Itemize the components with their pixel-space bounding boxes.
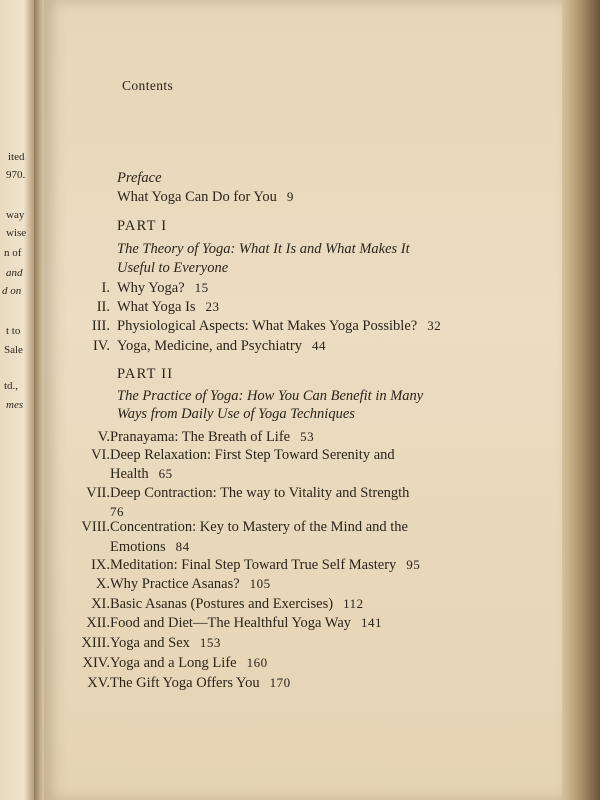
toc-entry-title: Pranayama: The Breath of Life (110, 429, 291, 445)
preface-label: Preface (117, 170, 162, 186)
toc-entry-title: Food and Diet—The Healthful Yoga Way (110, 615, 352, 631)
toc-entry-title: What Yoga Can Do for You (117, 189, 277, 205)
toc-entry-title: Emotions (110, 539, 166, 555)
toc-entry-title: Yoga and a Long Life (110, 655, 237, 671)
toc-entry (110, 597, 364, 612)
toc-page-number: 23 (205, 299, 220, 314)
toc-entry-title: Deep Relaxation: First Step Toward Serenity and (110, 447, 395, 463)
chapter-number: XIII. (81, 635, 110, 651)
toc-page-number: 15 (194, 280, 209, 295)
part-subtitle: The Theory of Yoga: What It Is and What Makes It (117, 241, 410, 257)
toc-entry (110, 486, 409, 501)
toc-entry (110, 656, 268, 671)
toc-entry (110, 448, 395, 463)
facing-page-text: mes (6, 399, 24, 411)
facing-page-text: ited (8, 151, 25, 163)
toc-entry (110, 430, 314, 445)
toc-entry-preface (117, 190, 294, 205)
toc-entry (110, 676, 291, 691)
part-subtitle: The Practice of Yoga: How You Can Benefit in Many (117, 388, 424, 404)
chapter-number: XIV. (82, 655, 110, 671)
chapter-number: X. (95, 576, 110, 592)
chapter-number: IX. (91, 557, 110, 573)
chapter-number: V. (97, 429, 110, 445)
toc-page-number: 32 (427, 318, 442, 333)
toc-entry-title: Why Practice Asanas? (110, 576, 240, 592)
facing-page-text: and (6, 267, 23, 279)
toc-entry (117, 281, 209, 296)
toc-page-number: 153 (199, 635, 221, 650)
toc-entry (117, 300, 220, 315)
chapter-number: XI. (91, 596, 110, 612)
toc-page-number: 84 (175, 539, 190, 554)
toc-page-number: 170 (269, 675, 291, 690)
toc-page-number: 112 (343, 596, 364, 611)
toc-page-number: 160 (246, 655, 268, 670)
toc-entry-title: Meditation: Final Step Toward True Self Mastery (110, 557, 397, 573)
toc-entry-title: Concentration: Key to Mastery of the Mind and the (110, 519, 408, 535)
facing-page-text: way (6, 209, 25, 221)
toc-entry-title: Yoga and Sex (110, 635, 190, 651)
part-heading: PART I (117, 218, 168, 234)
facing-page-text: Sale (4, 344, 23, 356)
toc-entry-title: Deep Contraction: The way to Vitality and Strength (110, 485, 410, 501)
toc-entry (117, 319, 441, 334)
toc-entry-title: Why Yoga? (117, 280, 185, 296)
toc-page-number: 141 (361, 615, 383, 630)
facing-page-text: 970. (6, 169, 26, 181)
chapter-number: II. (96, 299, 110, 315)
page-edge (562, 0, 600, 800)
toc-entry (110, 636, 221, 651)
page-title: Contents (122, 78, 174, 93)
toc-entry-title: Health (110, 466, 149, 482)
facing-page-text: td., (4, 380, 19, 392)
part-subtitle: Useful to Everyone (117, 260, 229, 276)
chapter-number: III. (91, 318, 110, 334)
toc-page-number: 95 (406, 557, 421, 572)
part-heading: PART II (117, 366, 174, 382)
toc-entry-title: Yoga, Medicine, and Psychiatry (117, 338, 302, 354)
facing-page-text: wise (6, 227, 27, 239)
toc-entry-continuation (110, 467, 173, 482)
toc-entry (110, 558, 420, 573)
chapter-number: IV. (92, 338, 110, 354)
toc-entry-title: Physiological Aspects: What Makes Yoga Possible? (117, 318, 418, 334)
toc-page-number: 44 (312, 338, 326, 353)
chapter-number: VIII. (81, 519, 110, 535)
toc-entry (110, 616, 382, 631)
facing-page-text: d on (2, 285, 22, 297)
facing-page-text: n of (4, 247, 22, 259)
toc-entry (110, 577, 271, 592)
chapter-number: XII. (86, 615, 110, 631)
chapter-number: I. (101, 280, 110, 296)
toc-page-number: 65 (158, 466, 173, 481)
toc-page-number: 9 (286, 189, 294, 204)
toc-page-number: 76 (110, 504, 124, 519)
toc-page-number: 105 (249, 576, 271, 591)
part-subtitle: Ways from Daily Use of Yoga Techniques (117, 406, 355, 422)
facing-page-fragment (0, 0, 34, 800)
facing-page-text: t to (6, 325, 21, 337)
toc-entry (117, 339, 326, 354)
toc-entry-title: What Yoga Is (117, 299, 196, 315)
chapter-number: VII. (86, 485, 110, 501)
toc-entry-continuation (110, 505, 124, 520)
chapter-number: XV. (87, 675, 110, 691)
toc-entry-continuation (110, 540, 190, 555)
chapter-number: VI. (91, 447, 110, 463)
toc-page-number: 53 (300, 429, 315, 444)
toc-entry-title: Basic Asanas (Postures and Exercises) (110, 596, 334, 612)
toc-entry (110, 520, 408, 535)
toc-entry-title: The Gift Yoga Offers You (110, 675, 260, 691)
